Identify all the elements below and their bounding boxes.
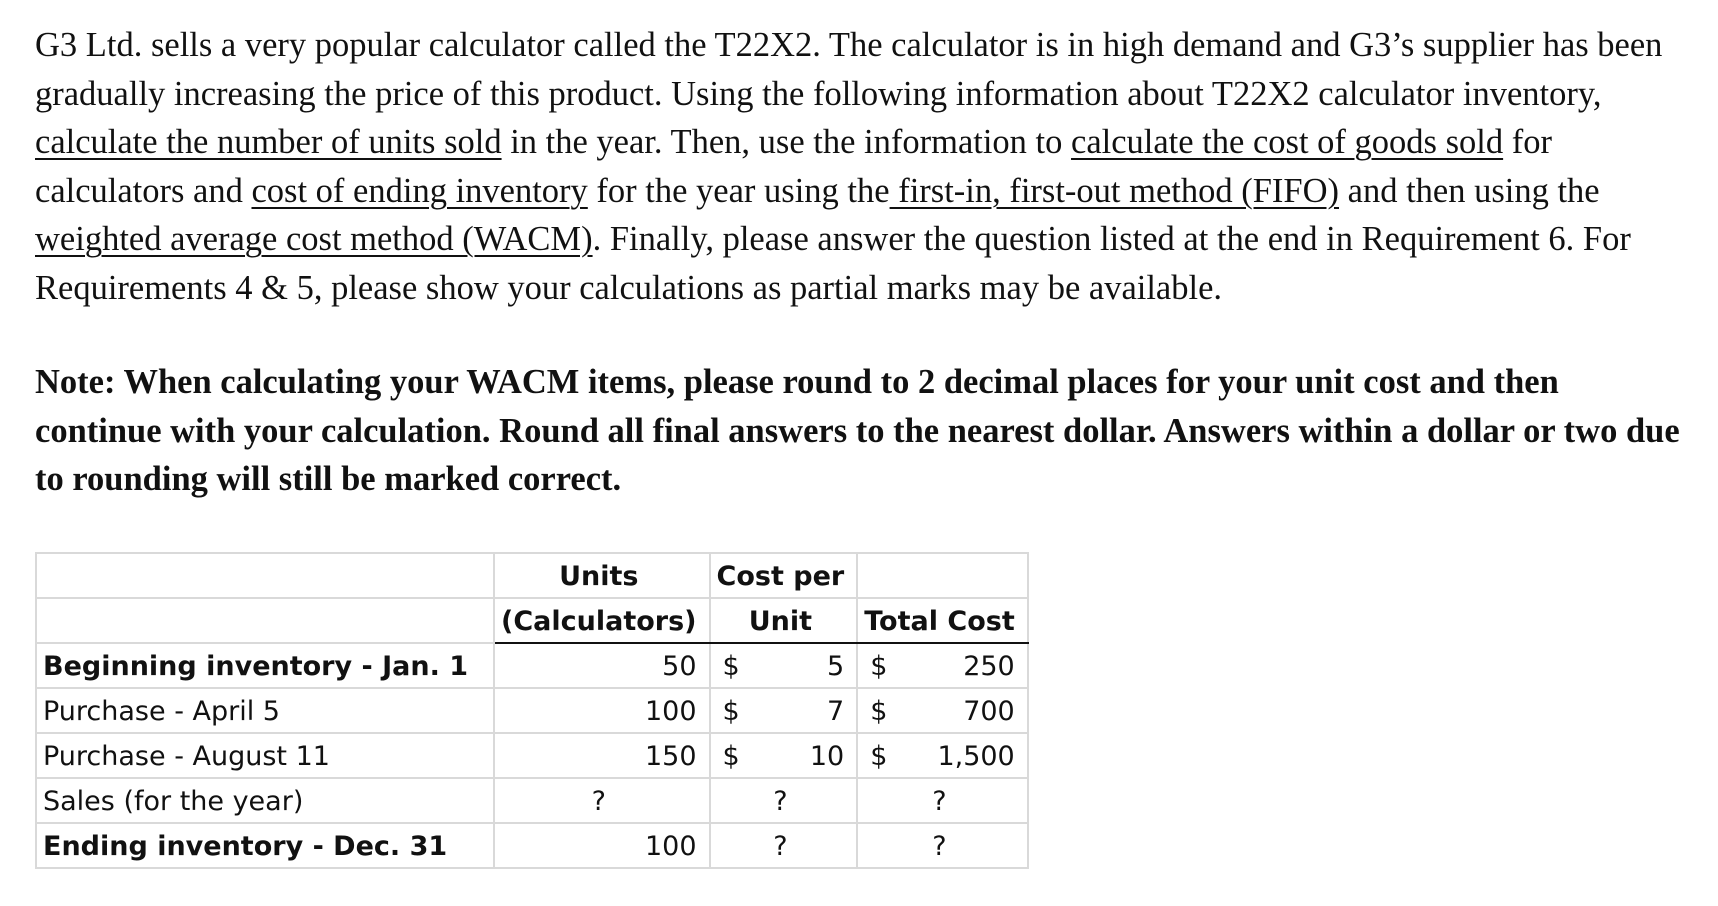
unit-cost-cell bbox=[710, 688, 858, 733]
header-row-1 bbox=[36, 553, 1028, 598]
table-row bbox=[36, 778, 1028, 823]
intro-text-1: G3 Ltd. sells a very popular calculator called the T22X2. The calculator is in high demand and G3’s supplier has been gradually increasing the price of this product. Using the following information about T22X2 calculator inventory, bbox=[35, 26, 1663, 113]
total-cost-value: 700 bbox=[963, 696, 1015, 727]
underlined-ending-inventory: cost of ending inventory bbox=[251, 171, 588, 210]
underlined-fifo: first-in, first-out method (FIFO) bbox=[889, 171, 1339, 210]
unit-cost-cell bbox=[710, 643, 858, 688]
table-row bbox=[36, 733, 1028, 778]
underlined-wacm: weighted average cost method (WACM) bbox=[35, 220, 593, 258]
units-cell: ? bbox=[494, 778, 710, 823]
row-label: Sales (for the year) bbox=[36, 778, 494, 823]
units-cell: 50 bbox=[494, 643, 710, 688]
unit-cost-cell bbox=[710, 733, 858, 778]
table-row bbox=[36, 643, 1028, 688]
header-empty-cell bbox=[857, 553, 1028, 598]
total-cost-value: 1,500 bbox=[937, 741, 1015, 772]
currency-symbol: $ bbox=[870, 741, 888, 772]
intro-text-6: . Finally, please answer the question listed at the end in Requirement 6. For Requirements 4 & 5, please show your calculations as partial marks may be available. bbox=[35, 220, 1631, 307]
total-cost-cell bbox=[857, 733, 1028, 778]
unit-cost-cell: ? bbox=[710, 823, 858, 868]
inventory-table bbox=[35, 552, 1029, 869]
header-units-line1: Units bbox=[494, 553, 710, 598]
intro-text-4: for the year using the bbox=[587, 171, 890, 210]
currency-symbol: $ bbox=[870, 651, 888, 682]
row-label: Beginning inventory - Jan. 1 bbox=[36, 643, 494, 688]
units-cell: 150 bbox=[494, 733, 710, 778]
total-cost-cell: ? bbox=[857, 778, 1028, 823]
intro-text-5: and then using the bbox=[1339, 171, 1600, 210]
units-cell: 100 bbox=[494, 823, 710, 868]
row-label: Purchase - August 11 bbox=[36, 733, 494, 778]
total-cost-cell bbox=[857, 643, 1028, 688]
total-cost-value: 250 bbox=[963, 651, 1015, 682]
table-row bbox=[36, 688, 1028, 733]
header-empty-cell bbox=[36, 553, 494, 598]
row-label: Ending inventory - Dec. 31 bbox=[36, 823, 494, 868]
total-cost-cell bbox=[857, 688, 1028, 733]
header-row-2 bbox=[36, 598, 1028, 643]
header-units-line2: (Calculators) bbox=[494, 598, 710, 643]
currency-symbol: $ bbox=[722, 741, 740, 772]
underlined-units-sold: calculate the number of units sold bbox=[35, 123, 502, 161]
problem-statement bbox=[35, 21, 1685, 312]
header-cost-line2: Unit bbox=[710, 598, 858, 643]
units-cell: 100 bbox=[494, 688, 710, 733]
total-cost-cell: ? bbox=[857, 823, 1028, 868]
intro-text-2: in the year. Then, use the information to bbox=[501, 123, 1072, 161]
header-empty-cell bbox=[36, 598, 494, 643]
currency-symbol: $ bbox=[722, 696, 740, 727]
table-row bbox=[36, 823, 1028, 868]
currency-symbol: $ bbox=[722, 651, 740, 682]
unit-cost-value: 5 bbox=[827, 651, 845, 682]
header-cost-line1: Cost per bbox=[710, 553, 858, 598]
rounding-note: Note: When calculating your WACM items, please round to 2 decimal places for your unit cost and then continue with your calculation. Round all final answers to the nearest dollar. Answers within a dollar or two due to rounding will still be marked correct. bbox=[35, 363, 1680, 498]
underlined-cost-of-goods-sold: calculate the cost of goods sold bbox=[1071, 123, 1504, 161]
unit-cost-value: 10 bbox=[809, 741, 845, 772]
unit-cost-cell: ? bbox=[710, 778, 858, 823]
header-total-cost: Total Cost bbox=[857, 598, 1028, 643]
row-label: Purchase - April 5 bbox=[36, 688, 494, 733]
unit-cost-value: 7 bbox=[827, 696, 845, 727]
currency-symbol: $ bbox=[870, 696, 888, 727]
intro-text-3: for calculators and bbox=[35, 123, 1552, 210]
